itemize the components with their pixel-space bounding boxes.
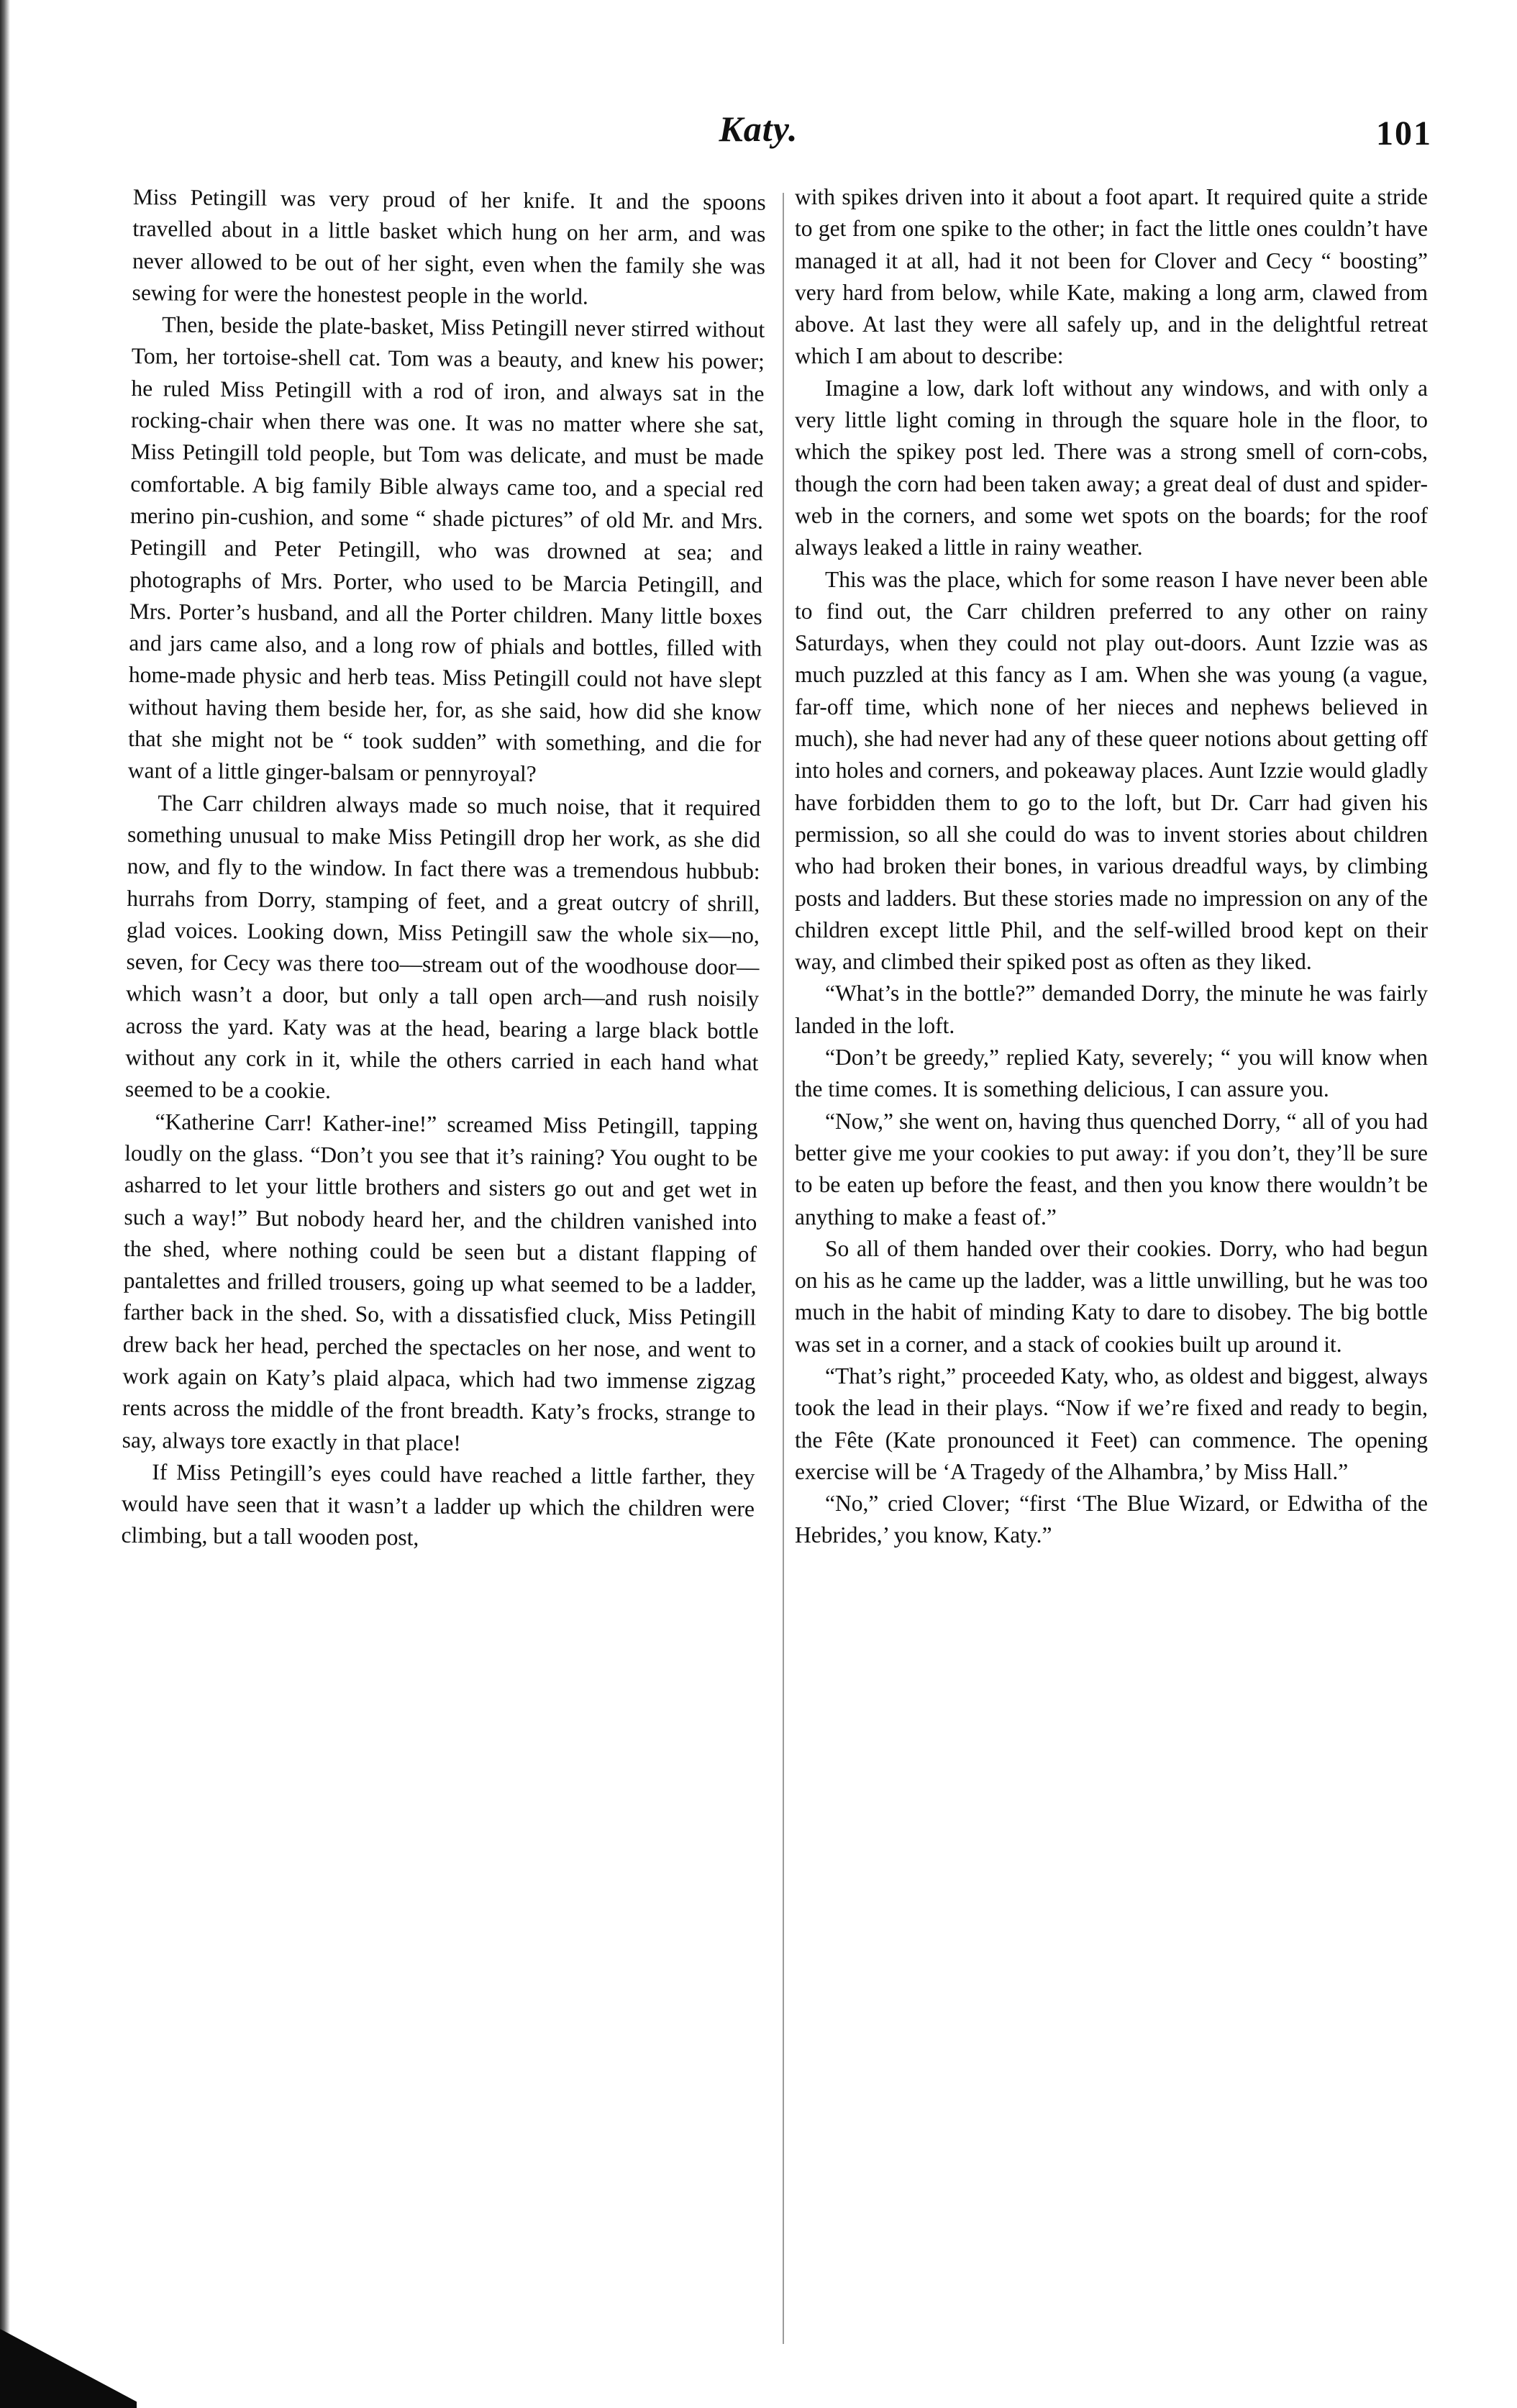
paragraph: “No,” cried Clover; “first ‘The Blue Wizard, or Edwitha of the Hebrides,’ you know, Katy.” <box>795 1491 1428 1548</box>
page-number: 101 <box>1376 114 1432 153</box>
paragraph: If Miss Petingill’s eyes could have reached a little farther, they would have seen that it wasn’t a ladder up which the children were climbing, but a tall wooden post, <box>121 1459 755 1551</box>
paragraph: “That’s right,” proceeded Katy, who, as oldest and biggest, always took the lead in their plays. “Now if we’re fixed and ready to begin, the Fête (Kate pronounced it Feet) can commence. The opening exercise will be ‘A Tragedy of the Alhambra,’ by Miss Hall.” <box>795 1363 1428 1484</box>
paragraph: Miss Petingill was very proud of her knife. It and the spoons travelled about in a little basket which hung on her arm, and was never allowed to be out of her sight, even when the family she was sewing for were the honestest people in the world. <box>132 183 766 309</box>
paragraph: Imagine a low, dark loft without any windows, and with only a very little light coming in through the square hole in the floor, to which the spikey post led. There was a strong smell of corn-cobs, though the corn had been taken away; a great deal of dust and spider-web in the corners, and some wet spots on the boards; for the roof always leaked a little in rainy weather. <box>795 375 1428 560</box>
paragraph: “What’s in the bottle?” demanded Dorry, the minute he was fairly landed in the loft. <box>795 981 1428 1038</box>
paragraph: with spikes driven into it about a foot apart. It required quite a stride to get from one spike to the other; in fact the little ones couldn’t have managed it at all, had it not been for Clover and Cecy “ boosting” very hard from below, while Kate, making a long arm, clawed from above. At last they were all safely up, and in the delightful retreat which I am about to describe: <box>795 184 1428 369</box>
paragraph: Then, beside the plate-basket, Miss Petingill never stirred without Tom, her tortoise-shell cat. Tom was a beauty, and knew his power; he ruled Miss Petingill with a rod of iron, and always sat in the rocking-chair when there was one. It was no matter where she sat, Miss Petingill told people, but Tom was delicate, and must be made comfortable. A big family Bible always came too, and a special red merino pin-cushion, and some “ shade pictures” of old Mr. and Mrs. Petingill and Peter Petingill, who was drowned at sea; and photographs of Mrs. Porter, who used to be Marcia Petingill, and Mrs. Porter’s husband, and all the Porter children. Many little boxes and jars came also, and a long row of phials and bottles, filled with home-made physic and herb teas. Miss Petingill could not have slept without having them beside her, for, as she said, how did she know that she might not be “ took sudden” with something, and die for want of a little ginger-balsam or pennyroyal? <box>127 312 765 787</box>
left-column <box>121 181 766 1557</box>
paragraph: So all of them handed over their cookies. Dorry, who had begun on his as he came up the ladder, was a little unwilling, but he was too much in the habit of minding Katy to dare to disobey. The big bottle was set in a corner, and a stack of cookies built up around it. <box>795 1235 1428 1357</box>
paragraph: “Katherine Carr! Kather-ine!” screamed Miss Petingill, tapping loudly on the glass. “Don’t you see that it’s raining? You ought to be asharred to let your little brothers and sisters go out and get wet in such a way!” But nobody heard her, and the children vanished into the shed, where nothing could be seen but a distant flapping of pantalettes and frilled trousers, going up what seemed to be a ladder, farther back in the shed. So, with a dissatisfied cluck, Miss Petingill drew back her head, perched the spectacles on her nose, and went to work again on Katy’s plaid alpaca, which had two immense zigzag rents across the middle of the front breadth. Katy’s frocks, strange to say, always tore exactly in that place! <box>122 1108 758 1455</box>
paragraph: “Now,” she went on, having thus quenched Dorry, “ all of you had better give me your cookies to put away: if you don’t, they’ll be sure to be eaten up before the feast, and then you know there wouldn’t be anything to make a feast of.” <box>795 1108 1428 1230</box>
page-corner-shadow <box>0 2329 137 2408</box>
page-edge-shadow <box>0 0 10 2408</box>
column-divider <box>783 193 784 2344</box>
paragraph: This was the place, which for some reason I have never been able to find out, the Carr children preferred to any other on rainy Saturdays, when they could not play out-doors. Aunt Izzie was as much puzzled at this fancy as I am. When she was young (a vague, far-off time, which none of her nieces and nephews believed in much), she had never had any of these queer notions about getting off into holes and corners, and pokeaway places. Aunt Izzie would gladly have forbidden them to go to the loft, but Dr. Carr had given his permission, so all she could do was to invent stories about children who had broken their bones, in various dreadful ways, by climbing posts and ladders. But these stories made no impression on any of the children except little Phil, and the self-willed brood kept on their way, and climbed their spiked post as often as they liked. <box>795 566 1428 975</box>
running-title: Katy. <box>719 109 798 149</box>
paragraph: “Don’t be greedy,” replied Katy, severely; “ you will know when the time comes. It is something delicious, I can assure you. <box>795 1045 1428 1102</box>
paragraph: The Carr children always made so much noise, that it required something unusual to make Miss Petingill drop her work, as she did now, and fly to the window. In fact there was a tremendous hubbub: hurrahs from Dorry, stamping of feet, and a great outcry of shrill, glad voices. Looking down, Miss Petingill saw the whole six—no, seven, for Cecy was there too—stream out of the woodhouse door—which wasn’t a door, but only a tall open arch—and rush noisily across the yard. Katy was at the head, bearing a large black bottle without any cork in it, while the others carried in each hand what seemed to be a cookie. <box>124 789 761 1104</box>
right-column <box>795 181 1428 1552</box>
running-head <box>0 108 1517 158</box>
